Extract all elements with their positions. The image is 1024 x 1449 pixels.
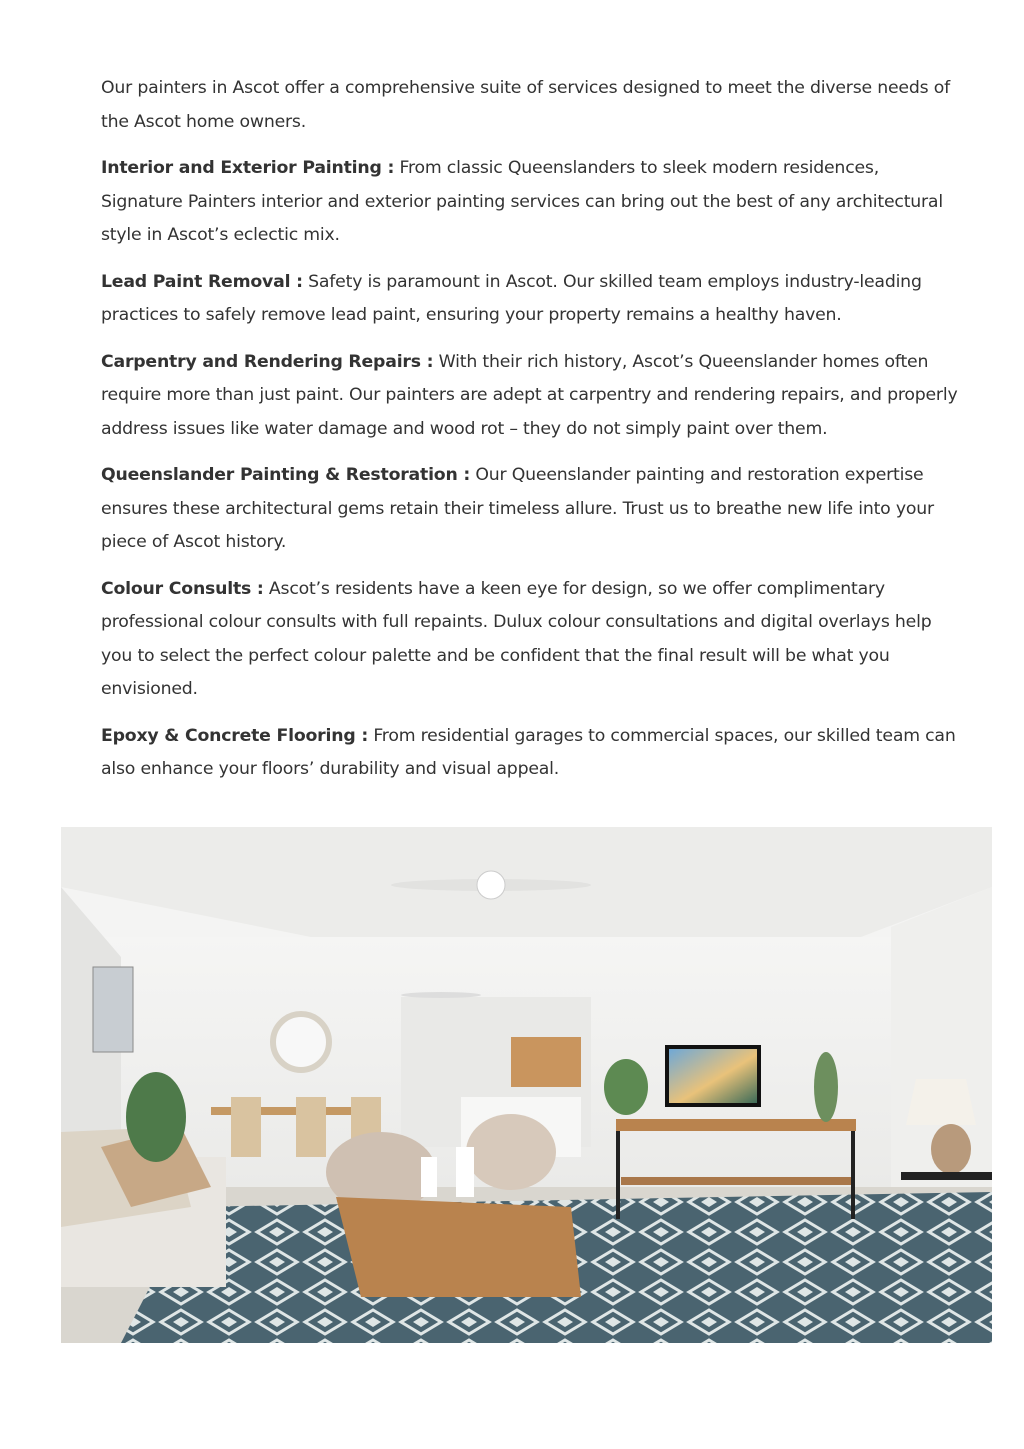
service-text: From classic Queenslanders to sleek modern residences, Signature Painters interior and exterior painting services can bring out the best of any architectural style in Ascot’s eclectic mix. [101, 158, 943, 245]
article-body [101, 72, 961, 800]
living-room-photo [61, 827, 992, 1343]
service-text: Safety is paramount in Ascot. Our skilled team employs industry-leading practices to safely remove lead paint, ensuring your property remains a healthy haven. [101, 271, 922, 325]
service-colour-consults [101, 573, 961, 707]
service-title: Queenslander Painting & Restoration : [101, 465, 471, 485]
service-text: With their rich history, Ascot’s Queenslander homes often require more than just paint. Our painters are adept at carpentry and rendering repairs, and properly address issues like water damage and wood rot – they do not simply paint over them. [101, 351, 958, 439]
service-epoxy [101, 720, 961, 787]
service-title: Carpentry and Rendering Repairs : [101, 351, 434, 372]
intro-paragraph: Our painters in Ascot offer a comprehensive suite of services designed to meet the diverse needs of the Ascot home owners. [101, 78, 950, 132]
service-interior-exterior [101, 152, 961, 253]
service-text: From residential garages to commercial spaces, our skilled team can also enhance your floors’ durability and visual appeal. [101, 725, 956, 779]
service-queenslander [101, 459, 961, 560]
service-text: Ascot’s residents have a keen eye for design, so we offer complimentary professional colour consults with full repaints. Dulux colour consultations and digital overlays help you to select the perfect colour palette and be confident that the final result will be what you envisioned. [101, 578, 932, 699]
service-text: Our Queenslander painting and restoration expertise ensures these architectural gems retain their timeless allure. Trust us to breathe new life into your piece of Ascot history. [101, 465, 934, 552]
service-title: Lead Paint Removal : [101, 271, 303, 292]
service-title: Interior and Exterior Painting : [101, 158, 395, 178]
service-lead-paint [101, 266, 961, 333]
service-carpentry [101, 346, 961, 447]
service-title: Colour Consults : [101, 578, 264, 599]
service-title: Epoxy & Concrete Flooring : [101, 725, 369, 746]
